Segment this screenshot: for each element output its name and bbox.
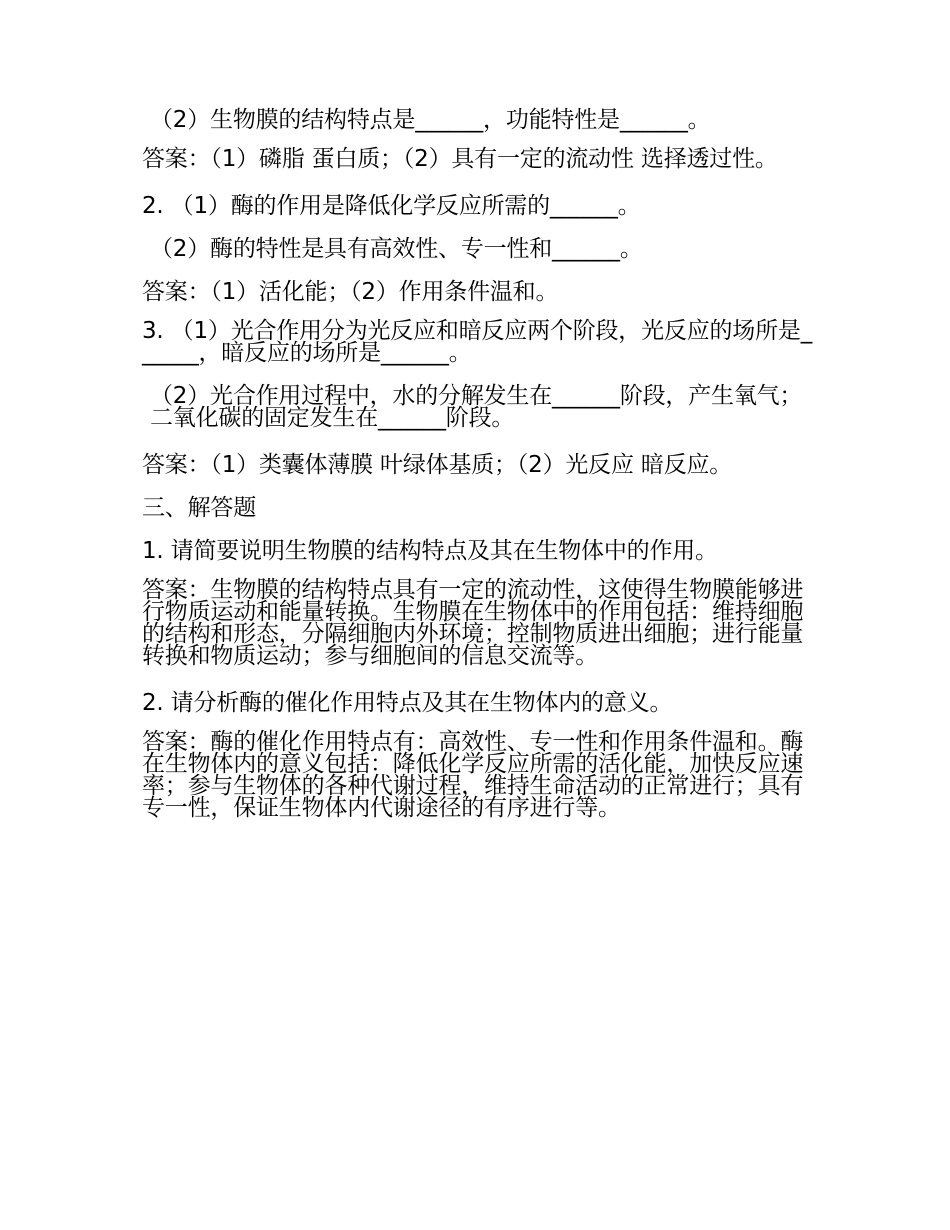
answer-1: 答案：（1）磷脂 蛋白质；（2）具有一定的流动性 选择透过性。: [142, 146, 778, 172]
problem-2-answer: 答案：酶的催化作用特点有：高效性、专一性和作用条件温和。酶在生物体内的意义包括：降低化学反应所需的活化能，加快反应速率；参与生物体的各种代谢过程，维持生命活动的正常进行；具有专一性，保证生物体内代谢途径的有序进行等。: [142, 729, 804, 821]
answer-2: 答案：（1）活化能；（2）作用条件温和。: [142, 279, 559, 305]
question-3-part-1: 3. （1）光合作用分为光反应和暗反应两个阶段，光反应的场所是______，暗反应的场所是______。: [142, 318, 812, 366]
problem-1-answer: 答案：生物膜的结构特点具有一定的流动性，这使得生物膜能够进行物质运动和能量转换。生物膜在生物体中的作用包括：维持细胞的结构和形态，分隔细胞内外环境；控制物质进出细胞；进行能量转换和物质运动；参与细胞间的信息交流等。: [142, 577, 804, 669]
question-2-part-1: 2. （1）酶的作用是降低化学反应所需的______。: [142, 193, 641, 219]
problem-2: 2. 请分析酶的催化作用特点及其在生物体内的意义。: [142, 690, 673, 716]
question-2-part-2: （2）酶的特性是具有高效性、专一性和______。: [150, 236, 643, 262]
problem-1: 1. 请简要说明生物膜的结构特点及其在生物体中的作用。: [142, 538, 718, 564]
question-1-part-2: （2）生物膜的结构特点是______，功能特性是______。: [150, 107, 711, 133]
answer-3: 答案：（1）类囊体薄膜 叶绿体基质；（2）光反应 暗反应。: [142, 452, 733, 478]
question-3-part-2: （2）光合作用过程中，水的分解发生在______阶段，产生氧气；二氧化碳的固定发生在______阶段。: [150, 383, 803, 431]
section-heading-answer-questions: 三、解答题: [142, 495, 257, 521]
document-content: [142, 105, 814, 840]
